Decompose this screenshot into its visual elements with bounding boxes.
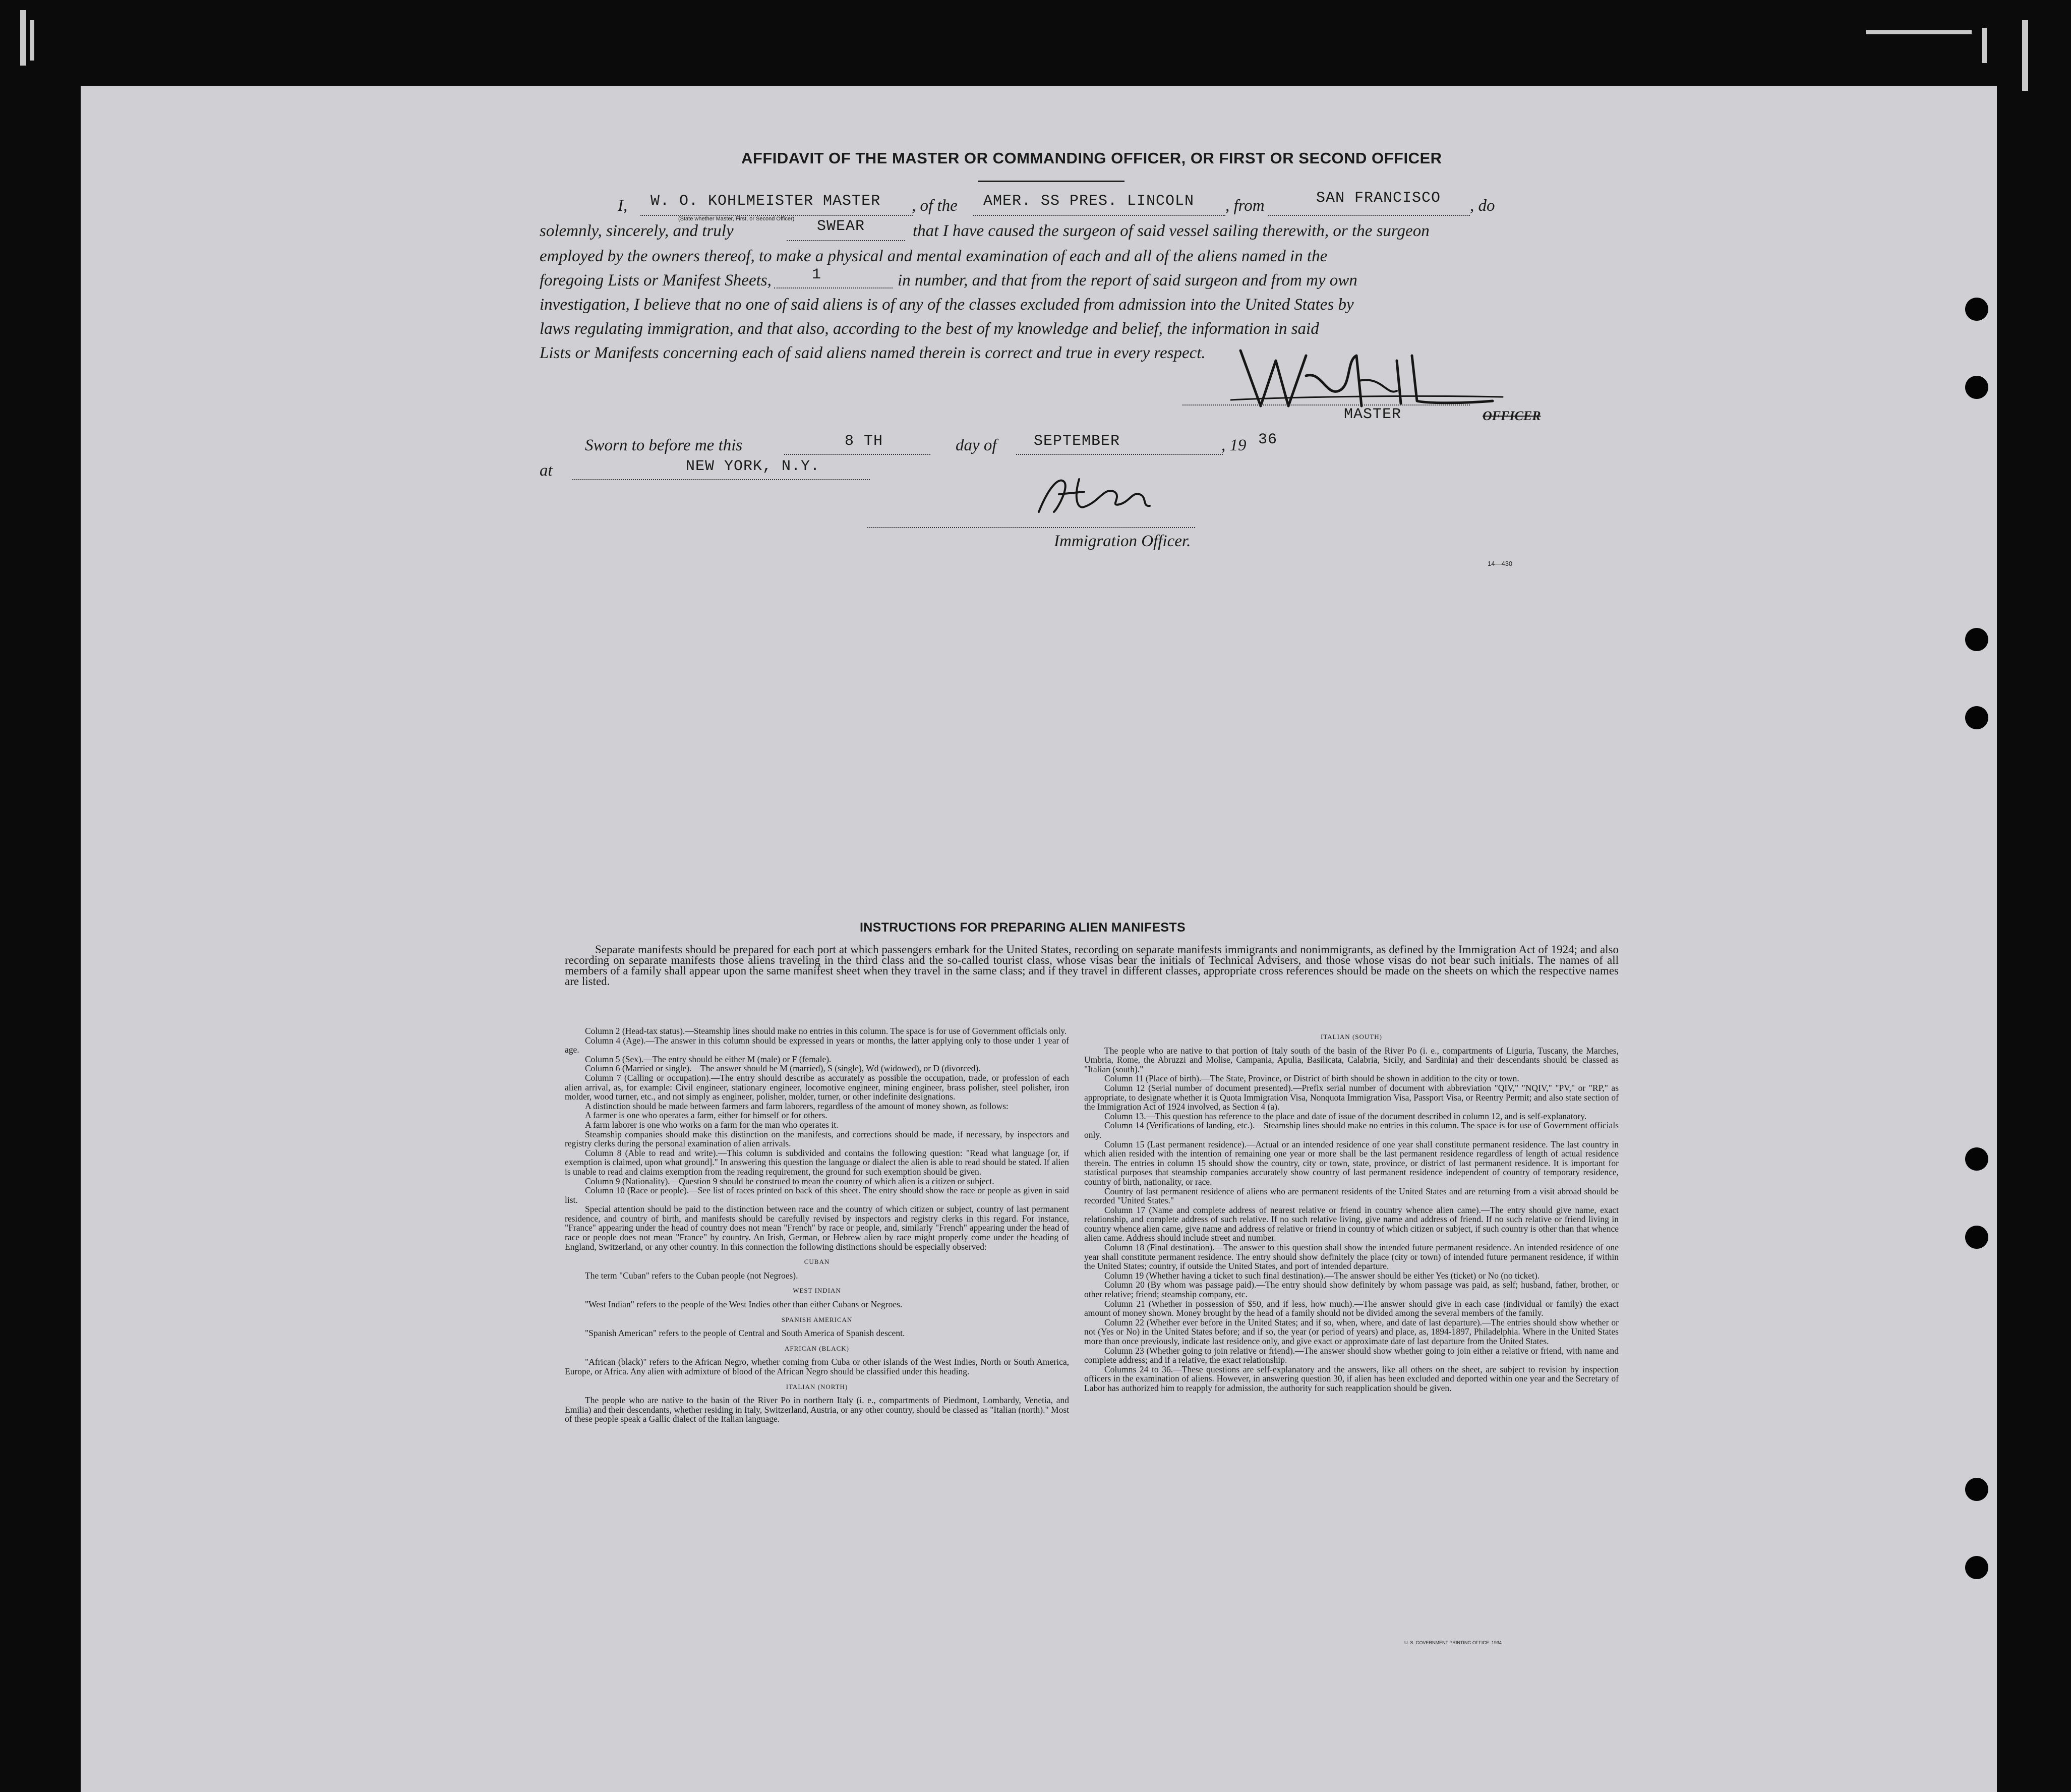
instruction-paragraph: Column 6 (Married or single).—The answer should be M (married), S (single), Wd (widowed), or D (divorced). [585, 1063, 981, 1074]
officer-signature [1029, 467, 1180, 517]
instruction-paragraph: Column 7 (Calling or occupation).—The entry should describe as accurately as possible the occupation, trade, or profession of each alien arrival, as, for example: Civil engineer, stationary engineer, locomotive engineer, mining engineer, brass polisher, steel polisher, iron molder, wood turner, etc., and not simply as engineer, polisher, molder, turner, or other indefinite designations. [565, 1072, 1069, 1102]
edge-mark [1982, 28, 1987, 63]
affidavit-line7: Lists or Manifests concerning each of said aliens named therein is correct and true in every respect. [540, 344, 1206, 362]
signature-title: MASTER [1344, 406, 1402, 423]
printer-note: U. S. GOVERNMENT PRINTING OFFICE: 1934 [1404, 1640, 1502, 1645]
punch-hole [1965, 628, 1988, 651]
instruction-paragraph: "West Indian" refers to the people of the West Indies other than either Cubans or Negroes. [585, 1299, 903, 1310]
instruction-paragraph: Country of last permanent residence of aliens who are permanent residents of the United States and are returning from a visit abroad should be recorded "United States." [1084, 1186, 1619, 1206]
affidavit-line4b: in number, and that from the report of said surgeon and from my own [898, 271, 1357, 290]
document-sheet [81, 86, 1997, 1792]
title-rule [978, 181, 1125, 182]
affidavit-line2b: that I have caused the surgeon of said vessel sailing therewith, or the surgeon [913, 222, 1430, 240]
sworn-day: 8 TH [845, 433, 883, 450]
instruction-paragraph: Column 8 (Able to read and write).—This column is subdivided and contains the following question: "Read what language [or, if exemption is claimed, upon what ground]." In answering this question the language or dialect the alien is able to read should be stated. If alien is unable to read and claims exemption from the reading requirement, the ground for such exemption should be given. [565, 1147, 1069, 1177]
affidavit-line6: laws regulating immigration, and that also, according to the best of my knowledge and belief, the information in said [540, 320, 1319, 338]
instruction-paragraph: A distinction should be made between farmers and farm laborers, regardless of the amount of money shown, as follows: [585, 1101, 1009, 1111]
punch-hole [1965, 1556, 1988, 1579]
instruction-paragraph: Column 14 (Verifications of landing, etc.).—Steamship lines should make no entries in this column. The space is for use of Government officials only. [1084, 1120, 1619, 1140]
punch-hole [1965, 1226, 1988, 1249]
heading-west-indian: WEST INDIAN [793, 1287, 841, 1295]
affidavit-line3: employed by the owners thereof, to make a physical and mental examination of each and all of the aliens named in the [540, 247, 1328, 265]
instruction-paragraph: The people who are native to the basin of the River Po in northern Italy (i. e., compartments of Piedmont, Lombardy, Venetia, and Emilia) and their descendants, whether residing in Italy, Switzerland, Austria, or any other country, should be classed as "Italian (north)." Most of these people speak a Gallic dialect of the Italian language. [565, 1395, 1069, 1424]
edge-mark [30, 20, 34, 61]
instruction-paragraph: Column 15 (Last permanent residence).—Actual or an intended residence of one year shall constitute permanent residence. The last country in which alien resided with the intention of remaining one year or more shall be the last permanent residence regardless of length of actual residence therein. The entries in column 15 should show the country, city or town, state, province, or district of last permanent residence. It is important for statistical purposes that steamship companies accurately show country of last permanent residence independent of country of temporary residence, country of birth, nationality, or race. [1084, 1139, 1619, 1187]
instruction-paragraph: Column 19 (Whether having a ticket to such final destination).—The answer should be either Yes (ticket) or No (no ticket). [1104, 1270, 1540, 1281]
instruction-paragraph: Column 9 (Nationality).—Question 9 should be construed to mean the country of which alien is a citizen or subject. [585, 1176, 994, 1186]
punch-hole [1965, 1147, 1988, 1171]
punch-hole [1965, 376, 1988, 399]
year-prefix: , 19 [1221, 436, 1247, 454]
instructions-title: INSTRUCTIONS FOR PREPARING ALIEN MANIFESTS [860, 920, 1186, 935]
film-edge-top [0, 0, 2071, 86]
instruction-paragraph: Columns 24 to 36.—These questions are self-explanatory and the answers, like all others on the sheet, are subject to revision by inspection officers in the examination of aliens. However, in answering question 30, if alien has been excluded and deported within one year and the Secretary of Labor has authorized him to reapply for admission, the authority for such reapplication should be given. [1084, 1364, 1619, 1393]
punch-hole [1965, 298, 1988, 321]
fill-line [973, 215, 1225, 216]
instruction-paragraph: Column 13.—This question has reference to the place and date of issue of the document described in column 12, and is self-explanatory. [1104, 1111, 1587, 1121]
officer-note: (State whether Master, First, or Second Officer) [678, 216, 795, 222]
affidavit-do: , do [1470, 197, 1495, 215]
oath-word: SWEAR [817, 218, 865, 235]
struck-officer: OFFICER [1483, 409, 1541, 423]
fill-line [1268, 215, 1470, 216]
form-number: 14—430 [1488, 560, 1513, 567]
sheet-count: 1 [812, 266, 822, 283]
affidavit-line5: investigation, I believe that no one of said aliens is of any of the classes excluded from admission into the United States by [540, 296, 1354, 314]
fill-line [1016, 454, 1223, 455]
instruction-paragraph: Column 5 (Sex).—The entry should be either M (male) or F (female). [585, 1054, 832, 1064]
instruction-paragraph: "African (black)" refers to the African Negro, whether coming from Cuba or other islands of the West Indies, North or South America, Europe, or Africa. Any alien with admixture of blood of the African Negro should be classified under this heading. [565, 1357, 1069, 1376]
instruction-paragraph: "Spanish American" refers to the people of Central and South America of Spanish descent. [585, 1328, 905, 1339]
instruction-paragraph: Column 2 (Head-tax status).—Steamship lines should make no entries in this column. The space is for use of Government officials only. [585, 1026, 1067, 1036]
officer-label: Immigration Officer. [1054, 532, 1191, 550]
fill-line [787, 240, 905, 241]
instruction-paragraph: The people who are native to that portion of Italy south of the basin of the River Po (i. e., compartments of Liguria, Tuscany, the Marches, Umbria, Rome, the Abruzzi and Molise, Campania, Apulia, Basilicata, Calabria, Sicily, and Sardinia) and their descendants should be classed as "Italian (south)." [1084, 1045, 1619, 1074]
edge-mark [2022, 20, 2028, 91]
instruction-paragraph: Column 11 (Place of birth).—The State, Province, or District of birth should be shown in addition to the city or town. [1104, 1073, 1519, 1084]
affidavit-i: I, [618, 197, 628, 215]
instruction-paragraph: The term "Cuban" refers to the Cuban people (not Negroes). [585, 1270, 798, 1281]
master-name: W. O. KOHLMEISTER MASTER [650, 193, 881, 210]
sworn-place: NEW YORK, N.Y. [686, 458, 820, 475]
at-label: at [540, 461, 553, 480]
sworn-month: SEPTEMBER [1034, 433, 1120, 450]
edge-mark [20, 10, 26, 66]
instruction-paragraph: Column 21 (Whether in possession of $50, and if less, how much).—The answer should give in each case (individual or family) the exact amount of money shown. Money brought by the head of a family should not be divided among the several members of the family. [1084, 1298, 1619, 1318]
from-port: SAN FRANCISCO [1316, 190, 1441, 207]
punch-hole [1965, 706, 1988, 729]
punch-hole [1965, 1478, 1988, 1501]
heading-italian-north: ITALIAN (NORTH) [786, 1382, 848, 1391]
instruction-paragraph: A farm laborer is one who works on a farm for the man who operates it. [585, 1119, 839, 1130]
instruction-paragraph: A farmer is one who operates a farm, either for himself or for others. [585, 1110, 827, 1121]
heading-cuban: CUBAN [804, 1258, 830, 1266]
instructions-right-column [1084, 1026, 1619, 1393]
affidavit-title: AFFIDAVIT OF THE MASTER OR COMMANDING OFFICER, OR FIRST OR SECOND OFFICER [741, 149, 1442, 167]
instruction-paragraph: Steamship companies should make this distinction on the manifests, and corrections should be made, if necessary, by inspectors and registry clerks during the personal examination of alien arrivals. [565, 1129, 1069, 1149]
day-of-label: day of [956, 436, 997, 454]
instruction-paragraph: Column 12 (Serial number of document presented).—Prefix serial number of document with abbreviation "QIV," "NQIV," "PV," or "RP," as appropriate, to designate whether it is Quota Immigration Visa, Nonquota Immigration Visa, Passport Visa, or Reentry Permit; and also state section of the Immigration Act of 1924 involved, as Section 4 (a). [1084, 1082, 1619, 1112]
affidavit-of: , of the [912, 197, 958, 215]
affidavit-from: , from [1225, 197, 1265, 215]
instructions-intro: Separate manifests should be prepared for each port at which passengers embark for the United States, recording on separate manifests immigrants and nonimmigrants, as defined by the Immigration Act of 1924; and also recording on separate manifests those aliens traveling in the third class and the so-called tourist class, whose visas bear the initials of Technical Advisers, and those whose visas do not bear such initials. The names of all members of a family shall appear upon the same manifest sheet when they travel in the same class; and if they travel in different classes, appropriate cross references should be made on the sheets on which the respective names are listed. [565, 943, 1619, 988]
signature-line [1182, 404, 1470, 406]
officer-line [867, 527, 1195, 528]
fill-line [572, 479, 870, 480]
instruction-paragraph: Column 20 (By whom was passage paid).—The entry should show definitely by whom passage was paid, as self; husband, father, brother, or other relative; friend; steamship company, etc. [1084, 1280, 1619, 1300]
heading-italian-south: ITALIAN (SOUTH) [1321, 1033, 1382, 1040]
heading-spanish-american: SPANISH AMERICAN [781, 1315, 853, 1323]
heading-african: AFRICAN (BLACK) [784, 1344, 850, 1352]
affidavit-line4a: foregoing Lists or Manifest Sheets, [540, 271, 772, 290]
instruction-paragraph: Column 22 (Whether ever before in the United States; and if so, when, where, and date of last departure).—The entries should show whether or not (Yes or No) in the United States before; and if so, the year (or period of years) and place, as, 1894-1897, Philadelphia. Where in the United States more than once previously, indicate last residence only, and give exact or approximate date of last departure from the United States. [1084, 1317, 1619, 1346]
instruction-paragraph: Column 18 (Final destination).—The answer to this question shall show the intended future permanent residence. An intended residence of one year shall constitute permanent residence. The entry should show definitely the place (city or town) of intended future permanent residence, if within the United States; country, if outside the United States, and port of intended departure. [1084, 1242, 1619, 1271]
edge-mark [1866, 30, 1972, 34]
vessel-name: AMER. SS PRES. LINCOLN [983, 193, 1195, 210]
instruction-paragraph: Column 10 (Race or people).—See list of races printed on back of this sheet. The entry should show the race or people as given in said list. [565, 1185, 1069, 1205]
instruction-paragraph: Column 4 (Age).—The answer in this column should be expressed in years or months, the latter applying only to those under 1 year of age. [565, 1035, 1069, 1055]
year-suffix: 36 [1258, 431, 1278, 448]
fill-line [784, 454, 930, 455]
affidavit-line2a: solemnly, sincerely, and truly [540, 222, 734, 240]
instructions-left-column [565, 1026, 1069, 1424]
instruction-paragraph: Column 23 (Whether going to join relative or friend).—The answer should show whether going to join either a relative or friend, with name and complete address; and if a relative, the exact relationship. [1084, 1345, 1619, 1365]
instruction-paragraph: Column 17 (Name and complete address of nearest relative or friend in country whence alien came).—The entry should give name, exact relationship, and complete address of such relative. If no such relative living, give name and address of friend. If no such relative or friend living in country whence alien came, give name and address of relative or friend in country of which citizen or subject, if such country is other than that whence alien came. Address should include street and number. [1084, 1204, 1619, 1243]
sworn-label: Sworn to before me this [585, 436, 743, 454]
fill-line [774, 287, 893, 288]
instruction-paragraph: Special attention should be paid to the distinction between race and the country of which citizen or subject, country of last permanent residence, and country of birth, and manifests should be carefully revised by inspectors and registry clerks in this regard. For instance, "France" appearing under the head of country does not mean "French" by race or people, and, similarly "French" appearing under the head of race or people does not mean "France" by country. An Irish, German, or Hebrew alien by race might properly come under the heading of England, Switzerland, or any other country. In this connection the following distinctions should be especially observed: [565, 1204, 1069, 1252]
